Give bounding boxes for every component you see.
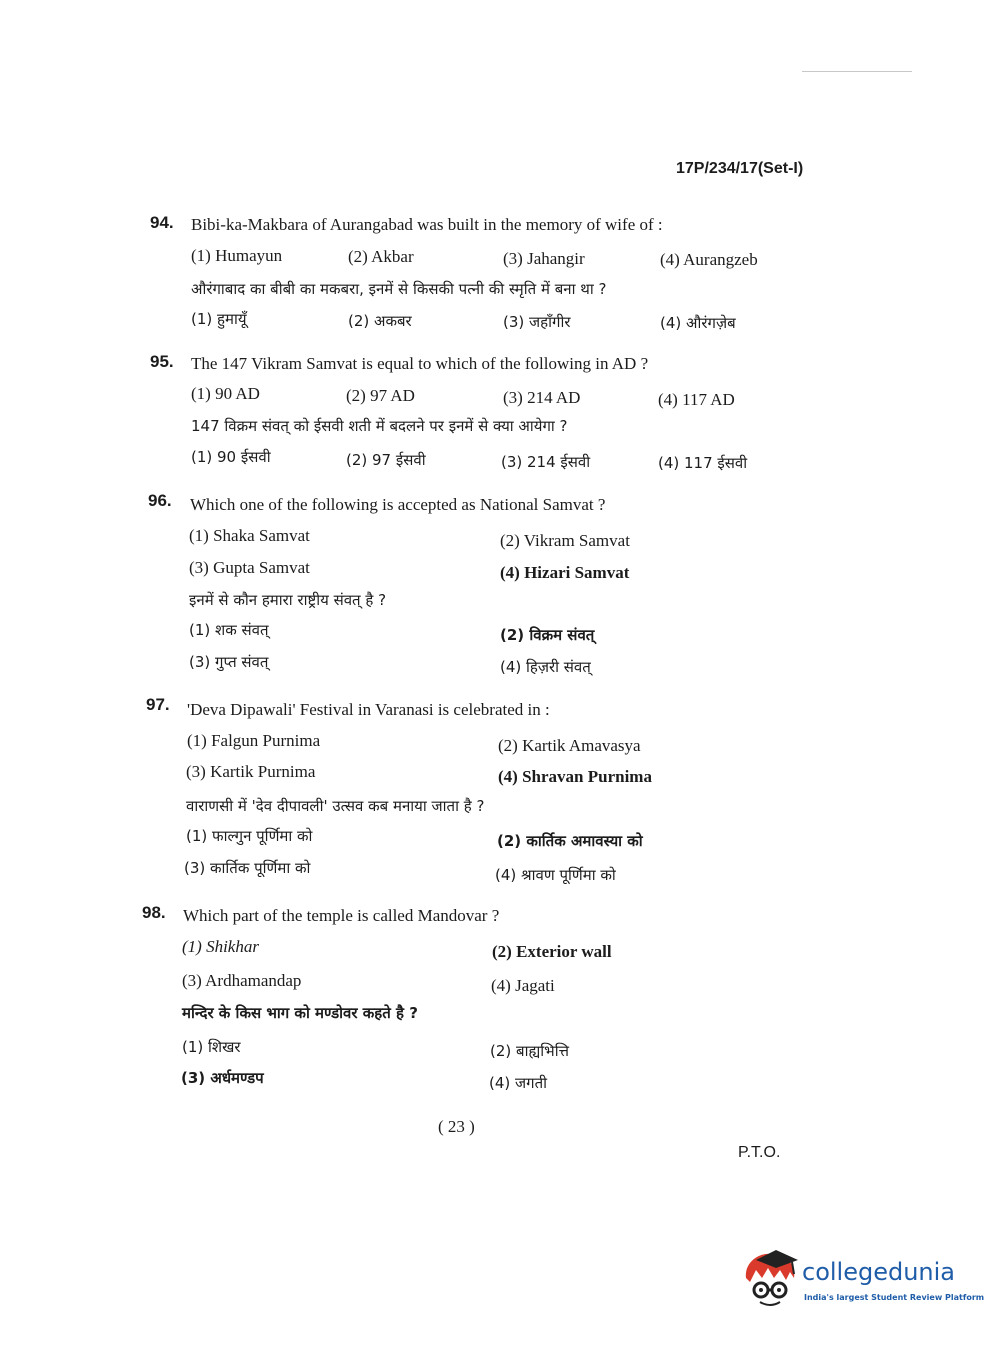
- option-hi: (1) शक संवत्: [189, 621, 269, 639]
- option-en: (3) Kartik Purnima: [186, 762, 316, 781]
- question-text-en: Which one of the following is accepted as National Samvat ?: [190, 495, 606, 514]
- option-en: (2) Vikram Samvat: [500, 531, 630, 550]
- option-en: (1) Falgun Purnima: [187, 731, 321, 750]
- option-hi: (1) फाल्गुन पूर्णिमा को: [186, 827, 313, 845]
- option-hi: (3) जहाँगीर: [503, 313, 571, 331]
- brand-name: collegedunia: [802, 1258, 956, 1286]
- option-en: (3) Gupta Samvat: [189, 558, 310, 577]
- option-en: (4) Shravan Purnima: [498, 767, 652, 786]
- question-text-hi: वाराणसी में 'देव दीपावली' उत्सव कब मनाया जाता है ?: [186, 797, 485, 815]
- option-en: (3) 214 AD: [503, 388, 581, 407]
- option-hi: (2) 97 ईसवी: [346, 451, 426, 469]
- mascot-icon: [742, 1248, 800, 1310]
- paper-code: 17P/234/17(Set-I): [676, 160, 804, 177]
- question-number: 96.: [148, 491, 172, 510]
- question-number: 95.: [150, 352, 174, 371]
- option-en: (4) Jagati: [491, 976, 555, 995]
- option-hi: (2) बाह्यभित्ति: [490, 1042, 569, 1060]
- option-hi: (3) 214 ईसवी: [501, 453, 591, 471]
- option-en: (3) Jahangir: [503, 249, 585, 268]
- option-hi: (4) श्रावण पूर्णिमा को: [495, 866, 616, 884]
- option-hi: (4) हिज़री संवत्: [500, 658, 591, 676]
- option-hi: (2) कार्तिक अमावस्या को: [497, 832, 643, 850]
- brand-tagline: India's largest Student Review Platform: [804, 1293, 985, 1302]
- option-en: (1) 90 AD: [191, 384, 260, 403]
- watermark-logo: [742, 1246, 985, 1310]
- option-en: (1) Shaka Samvat: [189, 526, 310, 545]
- option-en: (2) 97 AD: [346, 386, 415, 405]
- question-number: 98.: [142, 903, 166, 922]
- scan-rule: [802, 71, 912, 72]
- option-en: (3) Ardhamandap: [182, 971, 302, 990]
- question-text-hi: इनमें से कौन हमारा राष्ट्रीय संवत् है ?: [189, 591, 387, 609]
- option-hi: (3) कार्तिक पूर्णिमा को: [184, 859, 311, 877]
- question-text-en: Bibi-ka-Makbara of Aurangabad was built in the memory of wife of :: [191, 215, 663, 234]
- option-hi: (1) हुमायूँ: [191, 310, 247, 328]
- option-hi: (2) विक्रम संवत्: [500, 626, 595, 644]
- option-hi: (3) गुप्त संवत्: [189, 653, 269, 671]
- option-en: (4) Aurangzeb: [660, 250, 758, 269]
- question-text-en: 'Deva Dipawali' Festival in Varanasi is celebrated in :: [187, 700, 550, 719]
- pto-label: P.T.O.: [738, 1144, 781, 1161]
- option-en: (2) Akbar: [348, 247, 414, 266]
- option-hi: (4) 117 ईसवी: [658, 454, 748, 472]
- question-text-en: The 147 Vikram Samvat is equal to which of the following in AD ?: [191, 354, 649, 373]
- question-number: 94.: [150, 213, 174, 232]
- option-en: (4) Hizari Samvat: [500, 563, 630, 582]
- option-en: (1) Humayun: [191, 246, 283, 265]
- option-en: (2) Kartik Amavasya: [498, 736, 641, 755]
- option-en: (4) 117 AD: [658, 390, 735, 409]
- option-en: (1) Shikhar: [182, 937, 259, 956]
- question-number: 97.: [146, 695, 170, 714]
- option-hi: (4) जगती: [489, 1074, 548, 1092]
- question-text-hi: मन्दिर के किस भाग को मण्डोवर कहते है ?: [182, 1004, 418, 1022]
- option-hi: (4) औरंगज़ेब: [660, 314, 736, 332]
- option-hi: (1) शिखर: [182, 1038, 241, 1056]
- option-hi: (1) 90 ईसवी: [191, 448, 271, 466]
- option-en: (2) Exterior wall: [492, 942, 612, 961]
- option-hi: (2) अकबर: [348, 312, 412, 330]
- question-text-en: Which part of the temple is called Mandovar ?: [183, 906, 500, 925]
- page-number: ( 23 ): [438, 1117, 475, 1136]
- question-text-hi: 147 विक्रम संवत् को ईसवी शती में बदलने पर इनमें से क्या आयेगा ?: [191, 417, 568, 435]
- option-hi: (3) अर्धमण्डप: [181, 1069, 264, 1087]
- question-text-hi: औरंगाबाद का बीबी का मकबरा, इनमें से किसकी पत्नी की स्मृति में बना था ?: [191, 280, 607, 298]
